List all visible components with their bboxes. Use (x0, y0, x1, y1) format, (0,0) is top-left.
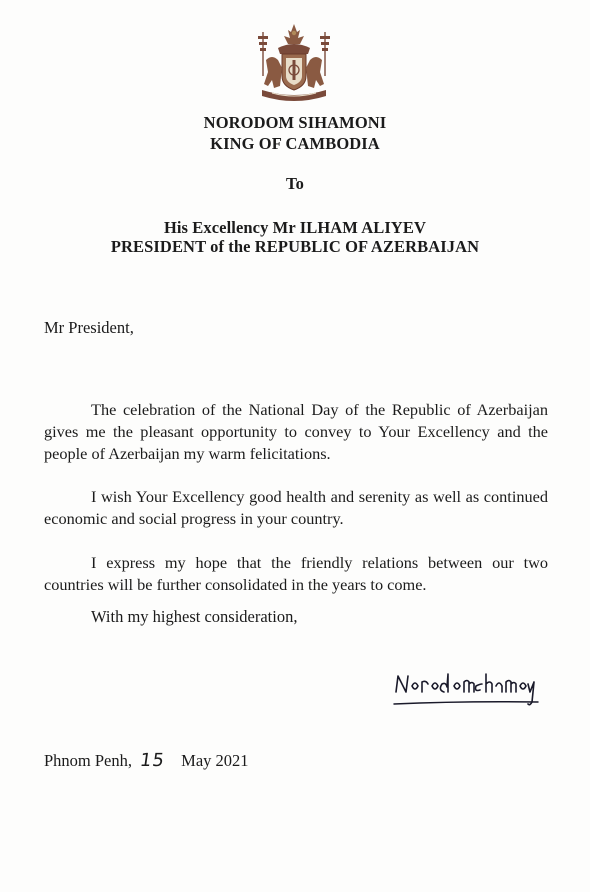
recipient-line-1: His Excellency Mr ILHAM ALIYEV (163, 218, 427, 237)
body-paragraph: The celebration of the National Day of the Republic of Azerbaijan gives me the pleasant opportunity to convey to Your Excellency and the people of Azerbaijan my warm felicitations. (44, 400, 548, 463)
month-year: May 2021 (181, 751, 249, 770)
body-paragraph: I express my hope that the friendly relations between our two countries will be further consolidated in the years to come. (44, 553, 548, 594)
handwritten-day: 15 (138, 750, 167, 771)
place-label: Phnom Penh, (44, 751, 133, 770)
sender-name: NORODOM SIHAMONI (203, 113, 387, 132)
salutation: Mr President, (44, 318, 134, 337)
recipient-line-2: PRESIDENT of the REPUBLIC OF AZERBAIJAN (110, 237, 480, 256)
royal-coat-of-arms-icon (254, 24, 334, 106)
body-paragraph: I wish Your Excellency good health and serenity as well as continued economic and social progress in your country. (44, 487, 548, 528)
place-and-date (44, 750, 249, 771)
to-label: To (286, 174, 304, 193)
closing-line: With my highest consideration, (91, 607, 298, 626)
sender-title: KING OF CAMBODIA (210, 134, 380, 153)
handwritten-signature (392, 662, 540, 708)
